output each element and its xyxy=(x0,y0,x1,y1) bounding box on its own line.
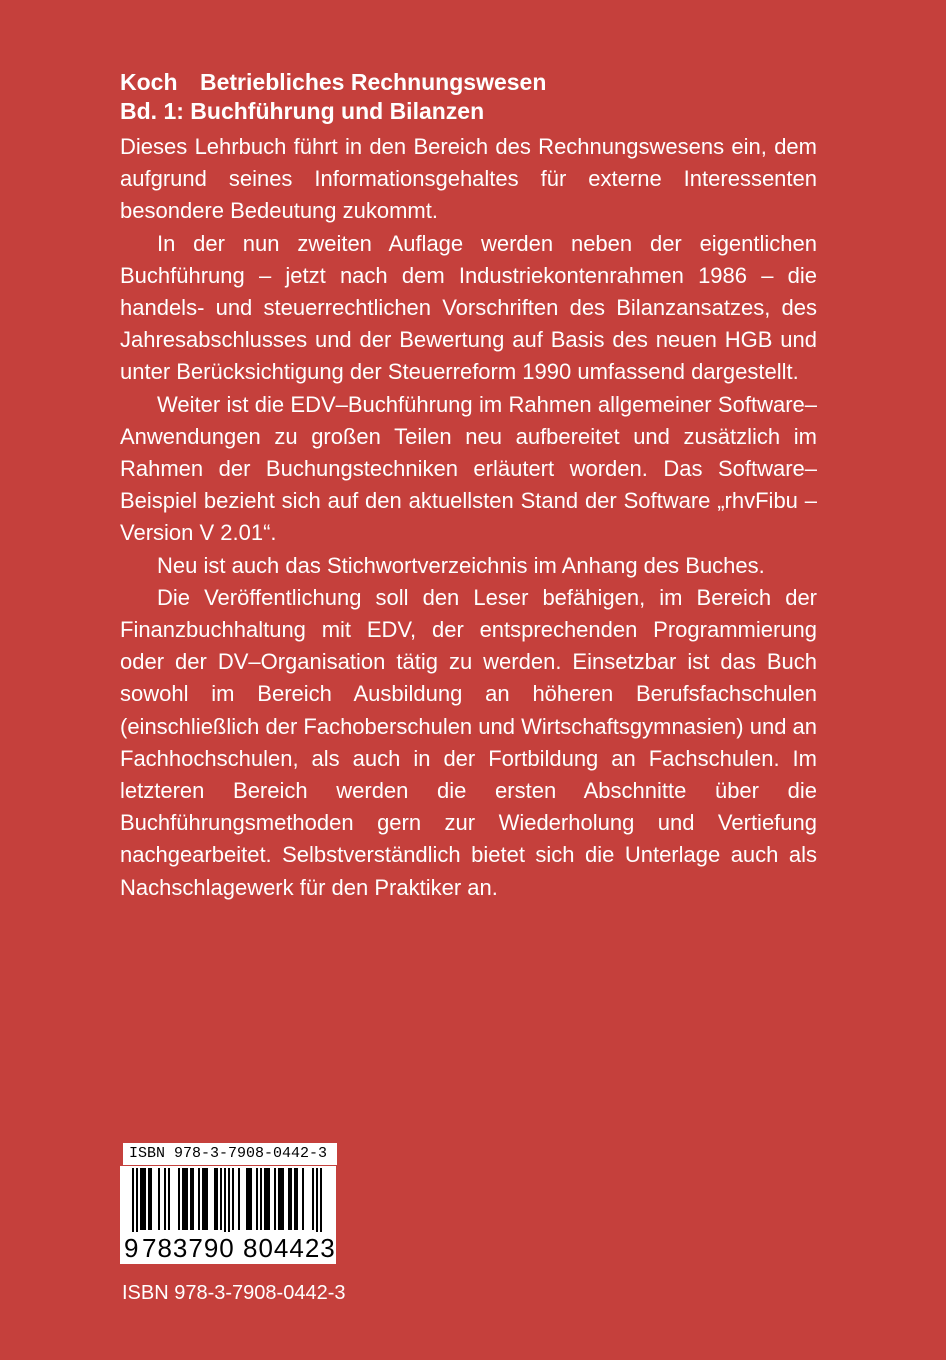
book-title: Betriebliches Rechnungswesen xyxy=(200,69,547,95)
barcode-bars xyxy=(120,1166,336,1232)
barcode-bar xyxy=(198,1168,200,1230)
barcode-digits xyxy=(120,1232,336,1264)
barcode-bar xyxy=(192,1168,194,1230)
barcode-bar xyxy=(250,1168,252,1230)
barcode-bar xyxy=(256,1168,258,1230)
barcode-bar xyxy=(142,1168,144,1230)
barcode-bar xyxy=(266,1168,268,1230)
book-header xyxy=(120,68,546,126)
barcode-bar xyxy=(274,1168,276,1230)
barcode-bar xyxy=(220,1168,222,1230)
paragraph-4: Neu ist auch das Stichwortverzeichnis im Anhang des Buches. xyxy=(157,552,765,578)
barcode-bar xyxy=(296,1168,298,1230)
barcode-digits-rest: 783790 804423 xyxy=(142,1233,336,1263)
isbn-text: ISBN 978-3-7908-0442-3 xyxy=(122,1282,346,1304)
barcode-bar xyxy=(190,1168,192,1230)
barcode-bar xyxy=(202,1168,204,1230)
barcode-isbn-label: ISBN 978-3-7908-0442-3 xyxy=(123,1143,337,1165)
blurb-text xyxy=(120,131,817,904)
barcode-bar xyxy=(182,1168,184,1230)
barcode-bar xyxy=(232,1168,234,1230)
book-subtitle: Bd. 1: Buchführung und Bilanzen xyxy=(120,98,485,124)
barcode-bar xyxy=(320,1168,322,1232)
barcode-bar xyxy=(294,1168,296,1230)
barcode-digit-first: 9 xyxy=(124,1233,140,1263)
paragraph-3: Weiter ist die EDV–Buchführung im Rahmen allgemeiner Software–Anwendungen zu großen Teilen neu aufbereitet und zusätzlich im Rahmen der Buchungstechniken erläutert worden. Das Software–Beispiel bezieht sich auf den aktuellsten Stand der Software „rhvFibu – Version V 2.01“. xyxy=(120,391,817,546)
author: Koch xyxy=(120,69,178,95)
author-title-line xyxy=(120,68,546,97)
barcode-bar xyxy=(290,1168,292,1230)
barcode-bar xyxy=(246,1168,248,1230)
barcode-bar xyxy=(288,1168,290,1230)
barcode-bar xyxy=(186,1168,188,1230)
barcode-bar xyxy=(132,1168,134,1232)
barcode-bar xyxy=(278,1168,280,1230)
barcode-bar xyxy=(248,1168,250,1230)
barcode-bar xyxy=(168,1168,170,1230)
barcode-bar xyxy=(214,1168,216,1230)
barcode-bar xyxy=(268,1168,270,1230)
barcode-bar xyxy=(204,1168,206,1230)
barcode-bar xyxy=(282,1168,284,1230)
paragraph-5: Die Veröffentlichung soll den Leser befähigen, im Bereich der Finanzbuchhaltung mit EDV, der entsprechenden Programmierung oder der DV–Organisation tätig zu werden. Einsetzbar ist das Buch sowohl im Bereich Ausbildung an höheren Berufsfachschulen (einschließlich der Fachoberschulen und Wirtschaftsgymnasien) und an Fachhochschulen, als auch in der Fortbildung an Fachschulen. Im letzteren Bereich werden die ersten Abschnitte über die Buchführungsmethoden gern zur Wiederholung und Vertiefung nachgearbeitet. Selbstverständlich bietet sich die Unterlage auch als Nachschlagewerk für den Praktiker an. xyxy=(120,584,818,900)
barcode-bar xyxy=(216,1168,218,1230)
barcode-bar xyxy=(264,1168,266,1230)
barcode-bar xyxy=(206,1168,208,1230)
barcode-bar xyxy=(228,1168,230,1232)
barcode-bar xyxy=(260,1168,262,1230)
paragraph-2: In der nun zweiten Auflage werden neben der eigentlichen Buchführung – jetzt nach dem Industriekontenrahmen 1986 – die handels- und steuerrechtlichen Vorschriften des Bilanzansatzes, des Jahresabschlusses und der Bewertung auf Basis des neuen HGB und unter Berücksichtigung der Steuerreform 1990 umfassend dargestellt. xyxy=(120,230,817,385)
barcode-bar xyxy=(224,1168,226,1232)
barcode-bar xyxy=(164,1168,166,1230)
barcode-bar xyxy=(144,1168,146,1230)
barcode-bar xyxy=(136,1168,138,1232)
barcode-bar xyxy=(178,1168,180,1230)
barcode-bar xyxy=(150,1168,152,1230)
barcode-bar xyxy=(302,1168,304,1230)
barcode-bar xyxy=(316,1168,318,1232)
barcode-bar xyxy=(148,1168,150,1230)
barcode-bar xyxy=(140,1168,142,1230)
paragraph-1: Dieses Lehrbuch führt in den Bereich des Rechnungswesens ein, dem aufgrund seines Informationsgehaltes für externe Interessenten besondere Bedeutung zukommt. xyxy=(120,134,817,224)
barcode-bar xyxy=(158,1168,160,1230)
barcode-bar xyxy=(184,1168,186,1230)
barcode-bar xyxy=(312,1168,314,1230)
barcode-bar xyxy=(280,1168,282,1230)
barcode-bar xyxy=(238,1168,240,1230)
